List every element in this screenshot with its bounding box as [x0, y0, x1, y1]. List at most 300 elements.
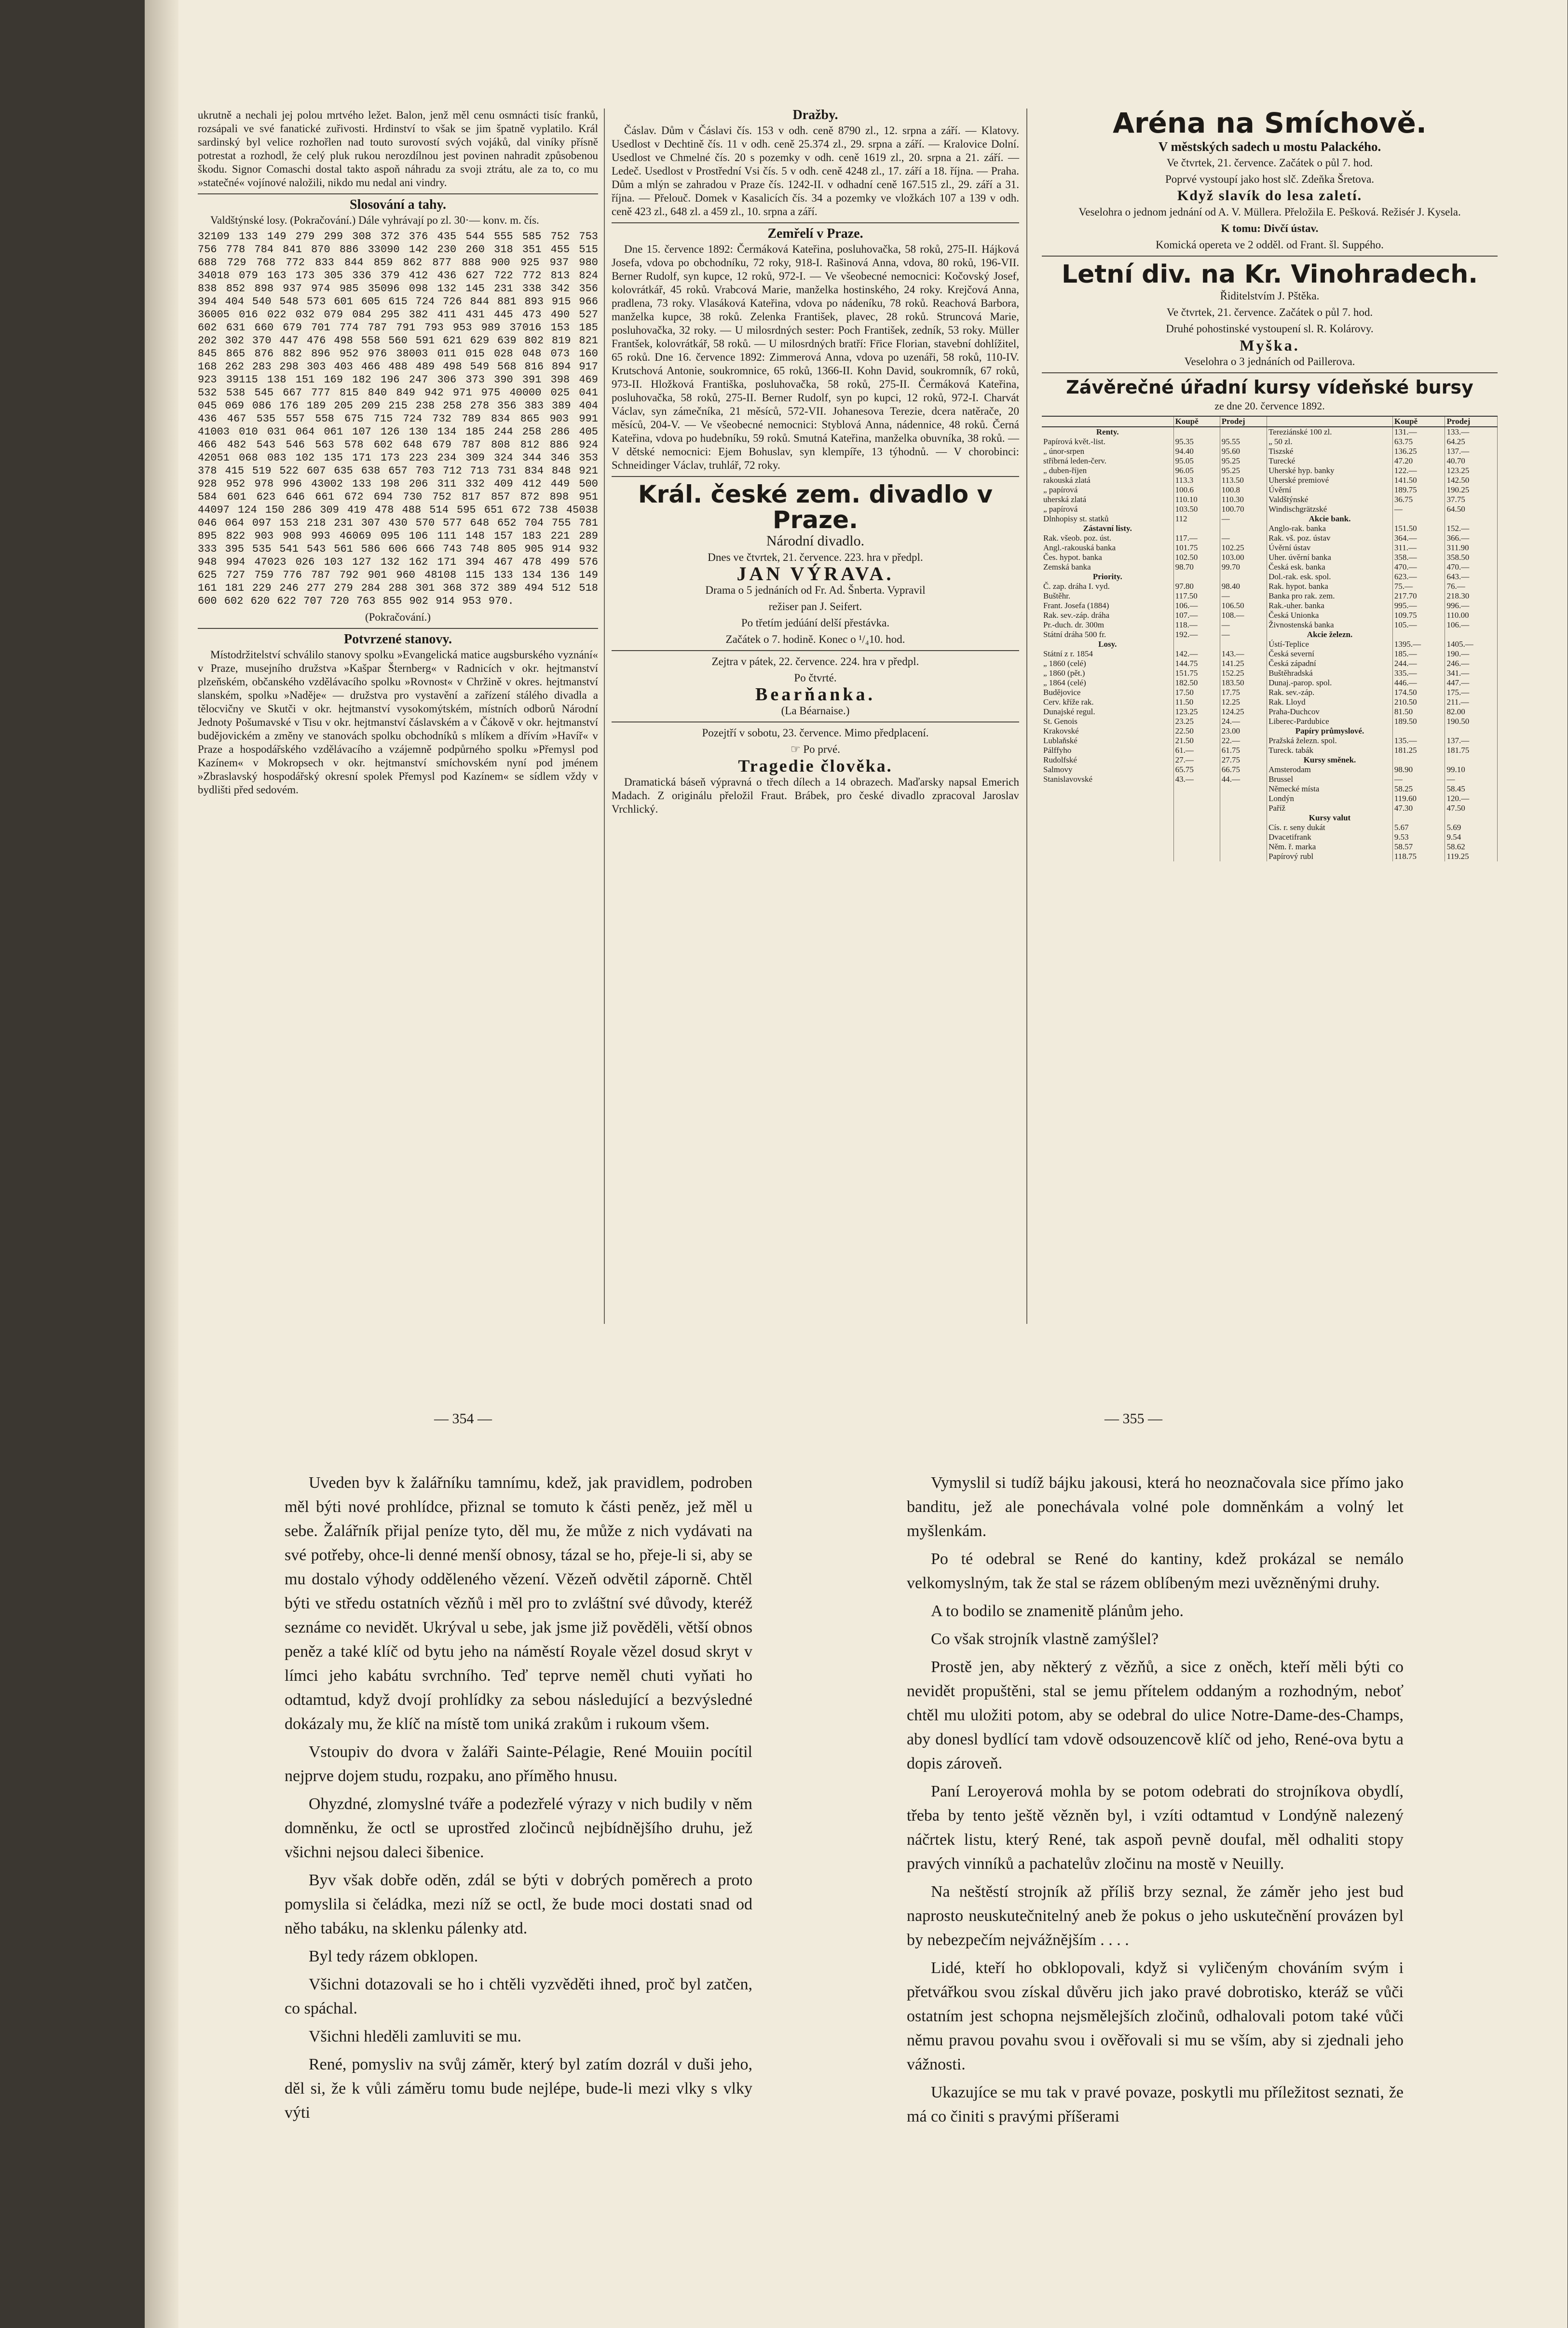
losovani-intro: Valdštýnské losy. (Pokračování.) Dále vyhrávají po zl. 30·— konv. m. čís. [210, 214, 539, 226]
table-row [1042, 514, 1498, 524]
sell-price [1445, 514, 1498, 524]
sell-price: — [1445, 775, 1498, 784]
arena-title: Aréna na Smíchově. [1113, 107, 1427, 139]
buy-price: 102.50 [1173, 553, 1220, 562]
table-row [1042, 582, 1498, 591]
buy-price: 81.50 [1392, 707, 1445, 717]
arena-l4: Veselohra o jednom jednání od A. V. Müllera. Přeložila E. Pešková. Režisér J. Kysela. [1078, 205, 1461, 218]
arena-l1: V městských sadech u mostu Palackého. [1158, 139, 1381, 154]
security-name: Praha-Duchcov [1267, 707, 1393, 717]
buy-price: 94.40 [1173, 447, 1220, 456]
table-row [1042, 668, 1498, 678]
sell-price: 110.30 [1220, 495, 1267, 504]
play-bearnanka: Bearňanka. [755, 684, 875, 705]
buy-price: 5.67 [1392, 823, 1445, 832]
losovani-cont: (Pokračování.) [365, 611, 431, 623]
table-row [1042, 495, 1498, 504]
security-name [1042, 842, 1173, 852]
header-prodej: Prodej [1220, 416, 1267, 427]
table-row [1042, 572, 1498, 582]
security-name: Turecké [1267, 456, 1393, 466]
sell-price: 183.50 [1220, 678, 1267, 688]
sell-price: 141.25 [1220, 659, 1267, 668]
table-row [1042, 852, 1498, 861]
sell-price: 64.50 [1445, 504, 1498, 514]
buy-price: 995.— [1392, 601, 1445, 611]
sell-price: 113.50 [1220, 476, 1267, 485]
sell-price: 190.— [1445, 649, 1498, 659]
column-middle [612, 109, 1019, 819]
sell-price: 12.25 [1220, 697, 1267, 707]
table-row [1042, 601, 1498, 611]
sell-price: — [1220, 514, 1267, 524]
sell-price: 106.— [1445, 620, 1498, 630]
buy-price: 9.53 [1392, 832, 1445, 842]
buy-price: 136.25 [1392, 447, 1445, 456]
arena-play: Když slavík do lesa zaletí. [1177, 187, 1363, 204]
letni-title: Letní div. na Kr. Vinohradech. [1061, 259, 1478, 289]
column-right [1042, 109, 1498, 861]
sell-price: 82.00 [1445, 707, 1498, 717]
security-name: Česká západní [1267, 659, 1393, 668]
buy-price: 17.50 [1173, 688, 1220, 697]
table-row [1042, 765, 1498, 775]
sell-price [1220, 784, 1267, 794]
novel-paragraph: Paní Leroyerová mohla by se potom odebrati do strojníkova obydlí, třeba by tento ještě vězněn byl, i vzíti odtamtud v Londýně nalezený náčrtek listu, který René, tak aspoň pevně doufal, měl odhaliti stopy pravých vinníků a pachatelův zločinu na mostě v Neuilly. [907, 1783, 1404, 1873]
buy-price: 335.— [1392, 668, 1445, 678]
sell-price [1220, 823, 1267, 832]
buy-price: 22.50 [1173, 726, 1220, 736]
sell-price: 142.50 [1445, 476, 1498, 485]
buy-price [1173, 794, 1220, 803]
sell-price: 996.— [1445, 601, 1498, 611]
security-name: Akcie bank. [1267, 514, 1393, 524]
narodni-rez: režiser pan J. Seifert. [768, 600, 862, 613]
buy-price: 189.75 [1392, 485, 1445, 495]
novel-paragraph: Vstoupiv do dvora v žaláři Sainte-Pélagie, René Mouiin pocítil nejprve dojem studu, rozpaku, ano příměho hnusu. [285, 1743, 752, 1785]
buy-price: 47.20 [1392, 456, 1445, 466]
novel-text-left [285, 1471, 752, 2129]
buy-price [1173, 784, 1220, 794]
sell-price: 152.— [1445, 524, 1498, 533]
table-row [1042, 755, 1498, 765]
novel-paragraph: A to bodilo se znamenitě plánům jeho. [931, 1602, 1184, 1620]
buy-price: 100.6 [1173, 485, 1220, 495]
buy-price [1173, 832, 1220, 842]
sell-price: 24.— [1220, 717, 1267, 726]
buy-price [1173, 823, 1220, 832]
letni-l1: Řiditelstvím J. Pštěka. [1220, 290, 1320, 302]
security-name: Windischgrätzské [1267, 504, 1393, 514]
sell-price: 95.60 [1220, 447, 1267, 456]
letni-l2: Ve čtvrtek, 21. července. Začátek o půl 7. hod. [1166, 306, 1373, 319]
security-name: Rak. sev.-záp. [1267, 688, 1393, 697]
buy-price: 141.50 [1392, 476, 1445, 485]
security-name [1042, 784, 1173, 794]
arena-l5: K tomu: Divčí ústav. [1221, 222, 1319, 234]
security-name: Londýn [1267, 794, 1393, 803]
sell-price: — [1220, 533, 1267, 543]
buy-price: 117.50 [1173, 591, 1220, 601]
buy-price: 75.— [1392, 582, 1445, 591]
table-row [1042, 630, 1498, 640]
security-name: Rak.-uher. banka [1267, 601, 1393, 611]
letni-l4: Veselohra o 3 jednáních od Paillerova. [1184, 355, 1355, 368]
table-row [1042, 794, 1498, 803]
table-row [1042, 736, 1498, 746]
security-name: Amsterodam [1267, 765, 1393, 775]
security-name: Buštěhr. [1042, 591, 1173, 601]
table-row [1042, 659, 1498, 668]
security-name: St. Genois [1042, 717, 1173, 726]
buy-price: 95.35 [1173, 437, 1220, 447]
buy-price [1392, 514, 1445, 524]
arena-l6: Komická opereta ve 2 odděl. od Frant. šl. Suppého. [1156, 238, 1384, 251]
buy-price: 61.— [1173, 746, 1220, 755]
security-name: Uherské premiové [1267, 476, 1393, 485]
buy-price: 217.70 [1392, 591, 1445, 601]
table-row [1042, 717, 1498, 726]
security-name [1042, 823, 1173, 832]
sell-price: 143.— [1220, 649, 1267, 659]
sell-price: 76.— [1445, 582, 1498, 591]
narodni-line3: Pozejtří v sobotu, 23. července. Mimo předplacení. [702, 727, 929, 739]
buy-price: 97.80 [1173, 582, 1220, 591]
buy-price: 131.— [1392, 427, 1445, 437]
sell-price: 120.— [1445, 794, 1498, 803]
narodni-desc3: Dramatická báseň výpravná o třech dílech a 14 obrazech. Maďarsky napsal Emerich Madach. Z originálu přeložil Fraut. Brábek, pro české divadlo zpracoval Jaroslav Vrchlický. [612, 776, 1019, 815]
sell-price: 102.25 [1220, 543, 1267, 553]
security-name: Losy. [1042, 640, 1173, 649]
narodni-sub: Národní divadlo. [766, 533, 865, 549]
sell-price: 58.45 [1445, 784, 1498, 794]
security-name: Liberec-Pardubice [1267, 717, 1393, 726]
divider [612, 476, 1019, 477]
sell-price: 137.— [1445, 736, 1498, 746]
divider [612, 650, 1019, 651]
security-name: Rak. všeob. poz. úst. [1042, 533, 1173, 543]
buy-price: 122.— [1392, 466, 1445, 476]
sell-price: 58.62 [1445, 842, 1498, 852]
narodni-po4: Po čtvrté. [794, 672, 837, 684]
table-row [1042, 476, 1498, 485]
buy-price: 142.— [1173, 649, 1220, 659]
arena-l3: Poprvé vystoupí jako host slč. Zdeňka Šretova. [1165, 173, 1375, 185]
divider [1042, 256, 1498, 257]
sell-price: 22.— [1220, 736, 1267, 746]
security-name: „ únor-srpen [1042, 447, 1173, 456]
zemreli-text: Dne 15. července 1892: Čermáková Kateřina, posluhovačka, 58 roků, 275-II. Hájková Josefa, vdova po obchodníku, 72 roky, 918-I. Rašinová Anna, vdova, 80 roků, 196-VII. Berner Rudolf, syn kupce, 12 roků, 972-I. — Ve všeobecné nemocnici: Kočovský Josef, kolovrátkář, 45 roků. Vrabcová Marie, manželka hostinského, 24 roky. Krejčová Anna, pradlena, 73 roky. Vlasáková Kateřina, vdova po nádeníku, 78 roků. Reachová Barbora, manželka kupce, 38 roků. Zelenka František, plavec, 28 roků. Struncová Marie, posluhovačka, 32 roky. — U milosrdných sester: Poch František, zedník, 53 roky. Müller Frantšek, kolovrátkář, 58 roků. — U milosrdných bratří: Fr̄ice Florian, stavební dohlížitel, 65 roků. Dne 16. července 1892: Zimmerová Anna, vdova po uzenáři, 58 roků, 110-IV. Krutschová Antonie, soukromnice, 65 roků, 1366-II. Kohn David, soukromník, 67 roků, 973-II. Hložková Františka, posluhovačka, 58 roků, 275-II. Čermáková Kateřina, posluhovačka, 58 roků, 275-II. Berner Rudolf, syn po kupci, 12 roků, 972-I. Charvát Václav, syn zámečníka, 21 měsíců, 572-VII. Johanesova Terezie, dcera natěrače, 20 měsíců, 204-V. — Ve všeobecné nemocnici: Styblová Anna, nádennice, 48 roků. Černá Kateřina, vdova po hudebníku, 59 roků. Smutná Kateřina, manželka obuvníka, 38 roků. — V dětské nemocnici: Ejem Bohuslav, syn klempíře, 13 týhodnů. — V chorobinci: Schneidinger Václav, truhlář, 72 roky. [612, 243, 1019, 471]
security-name: Rak. Lloyd [1267, 697, 1393, 707]
security-name: Budějovice [1042, 688, 1173, 697]
pointing-hand-icon: ☞ [790, 743, 804, 755]
security-name: Rak. vš. poz. ústav [1267, 533, 1393, 543]
security-name: Zástavní listy. [1042, 524, 1173, 533]
table-row [1042, 726, 1498, 736]
security-name: Česká Unionka [1267, 611, 1393, 620]
sell-price: 100.8 [1220, 485, 1267, 495]
narodni-time: Začátek o 7. hodině. Konec o ¹/₄10. hod. [725, 633, 905, 645]
narodni-line2: Zejtra v pátek, 22. července. 224. hra v předpl. [711, 655, 919, 667]
security-name: Kursy směnek. [1267, 755, 1393, 765]
buy-price: 623.— [1392, 572, 1445, 582]
buy-price [1173, 427, 1220, 437]
buy-price: 58.57 [1392, 842, 1445, 852]
table-row [1042, 466, 1498, 476]
sell-price [1220, 832, 1267, 842]
novel-paragraph: Co však strojník vlastně zamýšlel? [931, 1630, 1159, 1648]
sell-price: 99.70 [1220, 562, 1267, 572]
sell-price: 17.75 [1220, 688, 1267, 697]
novel-paragraph: Lidé, kteří ho obklopovali, když si vyličeným chováním svým i přetvářkou svou získal důvěru jich jako pravé dobrotisko, kteráž se vůči ostatním jest schopna nejsmělejších zločinů, odhalovali potom také vůči němu pravou povahu svou i ověřovali si mu se vším, aby si zjednali jeho vážnosti. [907, 1959, 1404, 2073]
security-name: „ duben-říjen [1042, 466, 1173, 476]
buy-price: 63.75 [1392, 437, 1445, 447]
table-row [1042, 813, 1498, 823]
buy-price: 58.25 [1392, 784, 1445, 794]
security-name: Lublaňské [1042, 736, 1173, 746]
buy-price: 117.— [1173, 533, 1220, 543]
sell-price: 95.25 [1220, 466, 1267, 476]
sell-price: 119.25 [1445, 852, 1498, 861]
security-name: Ústí-Teplice [1267, 640, 1393, 649]
buy-price: 151.75 [1173, 668, 1220, 678]
balloon-story-end: ukrutně a nechali jej polou mrtvého ležet. Balon, jenž měl cenu osmnácti tisíc franků, rozsápali ve své fanatické zuřivosti. Hrdinství to však se jim špatně vyplatilo. Král sardinský byl velice rozhořlen nad touto surovostí svých vojáků, dal viníky přísně potrestat a rozhodl, že celý pluk rukou nerozdílnou jest povinen nahradit způsobenou škodu. Signor Comaschi dostal takto aspoň náhradu za svoji ztrátu, ale za to, co mu »statečné« vojínové naložili, nikdo mu nedal ani vindry. [198, 109, 598, 189]
table-row [1042, 707, 1498, 717]
buy-price [1173, 524, 1220, 533]
table-row [1042, 437, 1498, 447]
novel-paragraph: Všichni dotazovali se ho i chtěli vyzvěděti ihned, proč byl zatčen, co spáchal. [285, 1975, 752, 2017]
security-name: Česká severní [1267, 649, 1393, 659]
buy-price: 118.75 [1392, 852, 1445, 861]
buy-price [1173, 640, 1220, 649]
page-number-left: — 354 — [434, 1411, 492, 1427]
security-name: rakouská zlatá [1042, 476, 1173, 485]
losovani-numbers: 32109 133 149 279 299 308 372 376 435 544 555 585 752 753 756 778 784 841 870 886 33090 142 230 260 318 351 455 515 688 729 768 772 833 844 859 862 877 888 900 925 937 980 34018 079 163 173 305 336 379 412 436 627 722 772 813 824 838 852 898 937 974 985 35096 098 132 145 231 338 342 356 394 404 540 548 573 601 605 615 724 726 844 881 893 915 966 36005 016 022 032 079 084 295 382 411 431 445 473 490 527 602 631 660 679 701 774 787 791 793 953 989 37016 153 185 202 302 370 447 476 498 558 560 591 621 629 639 802 819 821 845 865 876 882 896 952 976 38003 011 015 028 048 073 160 168 262 283 298 303 403 466 488 489 498 549 568 816 894 917 923 39115 138 151 169 182 196 247 306 373 390 391 398 469 532 538 545 667 777 815 840 849 942 971 975 40000 025 041 045 069 086 176 189 205 209 215 238 258 278 356 383 389 404 436 467 535 557 558 675 715 724 732 789 834 865 903 991 41003 010 031 064 061 107 126 130 134 185 244 258 286 405 466 482 543 546 563 578 602 648 679 787 808 812 886 924 42051 068 083 102 135 171 173 223 234 309 324 344 346 353 378 415 519 522 607 635 638 657 703 712 713 731 834 848 921 928 952 978 996 43002 133 198 206 311 332 409 412 449 500 584 601 623 646 661 672 694 730 752 817 857 872 898 951 44097 124 150 286 309 419 478 488 514 595 651 672 738 45038 046 064 097 153 218 231 307 430 570 577 648 652 704 755 781 895 822 903 908 993 46069 095 106 111 148 157 183 221 289 333 395 535 541 543 561 586 606 666 743 748 805 905 914 932 948 994 47023 026 103 127 132 162 171 394 467 478 499 576 625 727 759 776 787 792 901 960 48108 115 133 134 136 149 161 181 229 246 277 279 284 288 301 368 372 389 494 512 518 600 602 620 622 707 720 763 855 902 914 953 970. [198, 231, 598, 607]
table-row [1042, 562, 1498, 572]
sell-price: 123.25 [1445, 466, 1498, 476]
table-row [1042, 832, 1498, 842]
security-name: Rak. sev.-záp. dráha [1042, 611, 1173, 620]
narodni-play2sub: (La Béarnaise.) [781, 705, 850, 717]
security-name: Banka pro rak. zem. [1267, 591, 1393, 601]
sell-price: 124.25 [1220, 707, 1267, 717]
sell-price: 103.00 [1220, 553, 1267, 562]
buy-price: 112 [1173, 514, 1220, 524]
sell-price: 358.50 [1445, 553, 1498, 562]
buy-price: 103.50 [1173, 504, 1220, 514]
table-row [1042, 746, 1498, 755]
table-row [1042, 553, 1498, 562]
sell-price: 133.— [1445, 427, 1498, 437]
buy-price: 192.— [1173, 630, 1220, 640]
divider [198, 628, 598, 629]
table-row [1042, 697, 1498, 707]
table-row [1042, 591, 1498, 601]
buy-price: 118.— [1173, 620, 1220, 630]
security-name: Něm. ř. marka [1267, 842, 1393, 852]
security-name: Dlnhopisy st. statků [1042, 514, 1173, 524]
security-name: Tureck. tabák [1267, 746, 1393, 755]
sell-price: 5.69 [1445, 823, 1498, 832]
table-row [1042, 543, 1498, 553]
buy-price: 23.25 [1173, 717, 1220, 726]
security-name: Dunajské regul. [1042, 707, 1173, 717]
security-name: Akcie železn. [1267, 630, 1393, 640]
security-name: Zemská banka [1042, 562, 1173, 572]
security-name [1042, 852, 1173, 861]
buy-price [1392, 726, 1445, 736]
sell-price [1445, 726, 1498, 736]
sell-price: 108.— [1220, 611, 1267, 620]
novel-text-right [907, 1471, 1404, 2133]
bursa-title: Závěrečné úřadní kursy vídeňské bursy [1066, 377, 1473, 398]
security-name: Paříž [1267, 803, 1393, 813]
novel-paragraph: Ukazujíce se mu tak v pravé povaze, poskytli mu příležitost seznati, že má co činiti s pravými příšerami [907, 2083, 1404, 2125]
security-name: Papírová květ.-list. [1042, 437, 1173, 447]
table-row [1042, 803, 1498, 813]
security-name: Živnostenská banka [1267, 620, 1393, 630]
arena-l2: Ve čtvrtek, 21. července. Začátek o půl 7. hod. [1166, 156, 1373, 169]
buy-price: 185.— [1392, 649, 1445, 659]
page-gutter [145, 0, 178, 2328]
sell-price: 61.75 [1220, 746, 1267, 755]
buy-price: 364.— [1392, 533, 1445, 543]
sell-price [1220, 640, 1267, 649]
sell-price [1220, 427, 1267, 437]
security-name: „ 1860 (celé) [1042, 659, 1173, 668]
buy-price: 101.75 [1173, 543, 1220, 553]
table-row [1042, 823, 1498, 832]
security-name: Uherské hyp. banky [1267, 466, 1393, 476]
table-row [1042, 485, 1498, 495]
header-koupe: Koupě [1173, 416, 1220, 427]
table-row [1042, 524, 1498, 533]
security-name: Papírový rubl [1267, 852, 1393, 861]
sell-price: — [1220, 620, 1267, 630]
buy-price: 470.— [1392, 562, 1445, 572]
security-name: Čes. hypot. banka [1042, 553, 1173, 562]
security-name: Kursy valut [1267, 813, 1393, 823]
security-name [1042, 794, 1173, 803]
security-name: Rudolfské [1042, 755, 1173, 765]
buy-price: 98.90 [1392, 765, 1445, 775]
sell-price: 40.70 [1445, 456, 1498, 466]
table-row [1042, 533, 1498, 543]
letni-play: Myška. [1240, 337, 1300, 354]
security-name: Německé místa [1267, 784, 1393, 794]
sell-price: — [1220, 630, 1267, 640]
security-name [1042, 803, 1173, 813]
table-row [1042, 447, 1498, 456]
buy-price: 358.— [1392, 553, 1445, 562]
novel-paragraph: René, pomysliv na svůj záměr, který byl zatím dozrál v duši jeho, děl si, že k vůli záměru tomu bude nejlépe, bude-li mezi vlky s vlky výti [285, 2056, 752, 2122]
narodni-pause: Po třetím jedúání delší přestávka. [741, 617, 890, 629]
sell-price: 152.25 [1220, 668, 1267, 678]
buy-price [1392, 755, 1445, 765]
buy-price: 210.50 [1392, 697, 1445, 707]
sell-price: 447.— [1445, 678, 1498, 688]
buy-price: 110.10 [1173, 495, 1220, 504]
security-name: Státní z r. 1854 [1042, 649, 1173, 659]
table-row [1042, 611, 1498, 620]
security-name: Priority. [1042, 572, 1173, 582]
buy-price: 119.60 [1392, 794, 1445, 803]
stanovy-text: Místodržitelství schválilo stanovy spolku »Evangelická matice augsburského vyznání« v Praze, musejního družstva »Kašpar Šternberg« v Radnicích v okr. hejtmanství plzeňském, občanského vzdělávacího spolku »Rovnost« v Chržině v okres. hejtmanství slanském, spolku »Naděje« — družstva pro vystavění a zařízení stálého divadla a tělocvičny ve Skutči v okr. hejtmanství vysokomýtském, místních odborů Národní Jednoty Pošumavské v Tisu v okr. hejtmanství čáslavském a v Čákově v okr. hejtmanství budějovickém a změny ve stanovách spolku obchodníků s mlíkem a dřívím »Havíř« v Praze a hospodářského vzdělávacího a vzájemně podpůrného spolku »Přemysl pod Kazínem« v Mokropsech v okr. hejtmanství smíchovském nyní pod jménem »Zbraslavský hospodářský okresní spolek Přemysl pod Kazínem« se sídlem vždy v bydlišti před sedovém. [198, 649, 598, 796]
letni-l3: Druhé pohostinské vystoupení sl. R. Kolárovy. [1166, 323, 1374, 335]
sell-price [1220, 852, 1267, 861]
sell-price: 98.40 [1220, 582, 1267, 591]
security-name: Úvěrní ústav [1267, 543, 1393, 553]
buy-price: 27.— [1173, 755, 1220, 765]
sell-price [1220, 842, 1267, 852]
buy-price: 135.— [1392, 736, 1445, 746]
buy-price: 107.— [1173, 611, 1220, 620]
security-name: Angl.-rakouská banka [1042, 543, 1173, 553]
buy-price: 182.50 [1173, 678, 1220, 688]
header-koupe: Koupě [1392, 416, 1445, 427]
sell-price: 27.75 [1220, 755, 1267, 765]
sell-price: 366.— [1445, 533, 1498, 543]
sell-price [1445, 630, 1498, 640]
security-name: Dol.-rak. esk. spol. [1267, 572, 1393, 582]
sell-price: 190.25 [1445, 485, 1498, 495]
buy-price: 106.— [1173, 601, 1220, 611]
novel-paragraph: Prostě jen, aby některý z vězňů, a sice z oněch, kteří měli býti co nevidět propuštěni, stal se jemu přítelem oddaným a rozhodným, neboť chtěl mu uložiti potom, aby se odebral do ulice Notre-Dame-des-Champs, aby donesl bydlící tam vdově odsouzencově klíč od jeho, René-ova bytu a dopis zároveň. [907, 1658, 1404, 1772]
novel-paragraph: Na neštěstí strojník až příliš brzy seznal, že záměr jeho jest bud naprosto neuskutečnitelný aneb že pokus o jeho uskutečnění provázen byl by nebezpečím nejvážnějším . . . . [907, 1883, 1404, 1949]
sell-price: 137.— [1445, 447, 1498, 456]
narodni-title: Král. české zem. divadlo v Praze. [638, 480, 993, 534]
buy-price: 311.— [1392, 543, 1445, 553]
novel-paragraph: Byv však dobře oděn, zdál se býti v dobrých poměrech a proto pomyslila si čeládka, mezi níž se octl, že bude moci dostati snad od něho tabáku, na sklenku pálenky atd. [285, 1871, 752, 1937]
sell-price: 311.90 [1445, 543, 1498, 553]
security-name: Frant. Josefa (1884) [1042, 601, 1173, 611]
column-rule [1026, 109, 1027, 1324]
security-name: Krakovské [1042, 726, 1173, 736]
sell-price: 37.75 [1445, 495, 1498, 504]
security-name: Úvěrní [1267, 485, 1393, 495]
table-row [1042, 784, 1498, 794]
sell-price [1220, 794, 1267, 803]
buy-price [1173, 813, 1220, 823]
sell-price: 66.75 [1220, 765, 1267, 775]
divider [198, 193, 598, 194]
buy-price: 109.75 [1392, 611, 1445, 620]
novel-paragraph: Po té odebral se René do kantiny, kdež prokázal se nemálo velkomyslným, tak že stal se rázem oblíbeným mezi uvězněnými druhy. [907, 1550, 1404, 1592]
buy-price [1392, 630, 1445, 640]
table-row [1042, 504, 1498, 514]
sell-price: 246.— [1445, 659, 1498, 668]
buy-price: 36.75 [1392, 495, 1445, 504]
buy-price: 65.75 [1173, 765, 1220, 775]
buy-price [1392, 813, 1445, 823]
security-name: „ papírová [1042, 485, 1173, 495]
narodni-prve [612, 743, 1019, 756]
sell-price: 99.10 [1445, 765, 1498, 775]
play-jan-vyrava: JAN VÝRAVA. [736, 563, 894, 585]
security-name: „ 50 zl. [1267, 437, 1393, 447]
sell-price: 110.00 [1445, 611, 1498, 620]
bursa-date: ze dne 20. července 1892. [1214, 400, 1325, 412]
buy-price: 21.50 [1173, 736, 1220, 746]
bourse-table [1042, 416, 1498, 861]
novel-paragraph: Ohyzdné, zlomyslné tváře a podezřelé výrazy v nich budily v něm domněnku, že octl se uprostřed zločinců nejbídnějšího druhu, jež všichni nejsou daleci šibenice. [285, 1795, 752, 1861]
security-name: Salmovy [1042, 765, 1173, 775]
buy-price: 144.75 [1173, 659, 1220, 668]
novel-paragraph: Vymyslil si tudíž bájku jakousi, která ho neoznačovala sice přímo jako banditu, jež ale ponechávala volné pole domněnkám a volný let myšlenkám. [907, 1474, 1404, 1540]
security-name: Dvacetifrank [1267, 832, 1393, 842]
sell-price: 106.50 [1220, 601, 1267, 611]
buy-price: 181.25 [1392, 746, 1445, 755]
